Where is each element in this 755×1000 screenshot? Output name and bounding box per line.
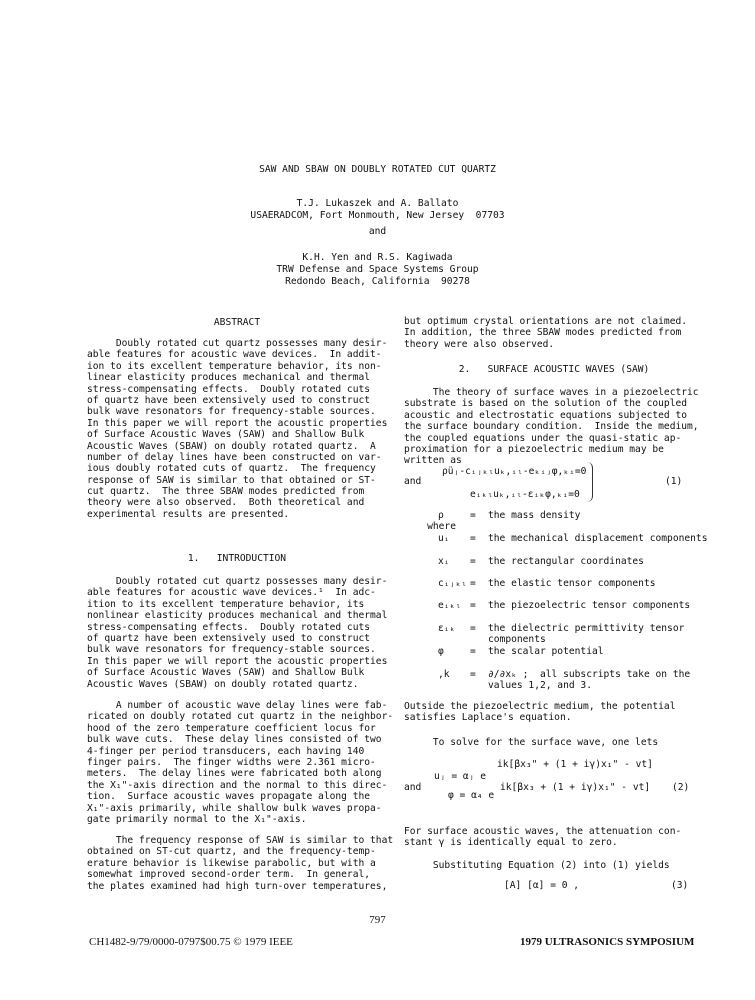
definition-text: the mass density: [488, 510, 581, 521]
intro-line: the X₁"-axis direction and the normal to this direc-: [87, 779, 388, 791]
author-names-1: T.J. Lukaszek and A. Ballato: [296, 198, 459, 209]
intro-line: ricated on doubly rotated cut quartz in the neighbor-: [87, 711, 394, 723]
abstract-line: ion to its excellent temperature behavior, its non-: [87, 360, 382, 372]
definition-symbol: eᵢₖₗ: [438, 600, 462, 611]
abstract-heading: ABSTRACT: [213, 317, 261, 328]
abstract-line: In this paper we will report the acoustic properties: [87, 417, 388, 429]
abstract-body: [87, 338, 387, 520]
substituting-line: Substituting Equation (2) into (1) yields: [404, 860, 670, 871]
introduction-heading: 1. INTRODUCTION: [187, 553, 287, 564]
author-separator: and: [368, 226, 387, 237]
definition-symbol: ρ: [438, 510, 444, 521]
abstract-line: Doubly rotated cut quartz possesses many desir-: [87, 338, 388, 349]
eq2-line-1-exponent: ik[βx₃" + (1 + iγ)x₁" - vt]: [497, 759, 653, 770]
body-line: the surface boundary condition. Inside the medium,: [404, 421, 699, 433]
eq2-and-label: and: [404, 782, 422, 793]
definition-equals: =: [470, 669, 476, 680]
definition-text: the rectangular coordinates: [488, 556, 644, 567]
intro-line: nonlinear elasticity produces mechanical and thermal: [87, 610, 388, 622]
saw-heading: 2. SURFACE ACOUSTIC WAVES (SAW): [458, 364, 650, 375]
author-affiliation-1: USAERADCOM, Fort Monmouth, New Jersey 07703: [250, 210, 505, 221]
continuation-para: [404, 316, 687, 350]
abstract-line: stress-compensating effects. Doubly rotated cuts: [87, 383, 371, 395]
body-line: proximation for a piezoelectric medium may be: [404, 443, 664, 455]
intro-line: bulk wave resonators for frequency-stable sources.: [87, 644, 376, 656]
definition-equals: =: [470, 510, 476, 521]
definition-text: the scalar potential: [488, 646, 604, 657]
body-line: The theory of surface waves in a piezoelectric: [404, 387, 699, 398]
definition-text: the dielectric permittivity tensor: [488, 623, 685, 634]
author-affiliation-2: TRW Defense and Space Systems Group: [276, 264, 479, 275]
eq2-line-2-exponent: ik[βx₃ + (1 + iγ)x₁" - vt]: [500, 782, 651, 793]
intro-line: able features for acoustic wave devices.¹ In adc-: [87, 587, 376, 599]
eq1-line-1: ρüⱼ-cᵢⱼₖₗuₖ,ᵢₗ-eₖᵢⱼφ,ₖᵢ=0: [442, 466, 587, 477]
definition-symbol: φ: [438, 646, 444, 657]
body-line: the coupled equations under the quasi-static ap-: [404, 432, 682, 444]
eq1-line-2: eᵢₖₗuₖ,ᵢₗ-εᵢₖφ,ₖᵢ=0: [470, 489, 580, 500]
body-line: theory were also observed.: [404, 338, 555, 350]
definition-equals: =: [470, 533, 476, 544]
definition-symbol: εᵢₖ: [438, 623, 456, 634]
intro-line: The frequency response of SAW is similar to that: [87, 835, 394, 846]
body-line: stant γ is identically equal to zero.: [404, 837, 618, 849]
solve-intro: To solve for the surface wave, one lets: [404, 737, 659, 748]
definition-text-cont: components: [488, 634, 546, 645]
eq3-expression: [A] [α] = 0 ,: [504, 880, 580, 891]
eq1-and-label: and: [404, 476, 422, 487]
attenuation-para: [404, 826, 681, 849]
intro-line: 4-finger per period transducers, each having 140: [87, 745, 365, 757]
intro-line: erature behavior is likewise parabolic, but with a: [87, 857, 376, 869]
intro-line: X₁"-axis primarily, while shallow bulk waves propa-: [87, 802, 382, 814]
abstract-line: cut quartz. The three SBAW modes predicted from: [87, 486, 365, 498]
definition-equals: =: [470, 556, 476, 567]
introduction-para-2: [87, 700, 393, 825]
abstract-line: number of delay lines have been constructed on var-: [87, 451, 382, 463]
body-line: In addition, the three SBAW modes predicted from: [404, 327, 682, 339]
intro-line: bulk wave cuts. These delay lines consisted of two: [87, 734, 382, 746]
abstract-line: ious doubly rotated cuts of quartz. The frequency: [87, 463, 376, 475]
abstract-line: able features for acoustic wave devices. In addit-: [87, 349, 382, 361]
intro-line: Acoustic Waves (SBAW) on doubly rotated quartz.: [87, 678, 359, 690]
body-line: but optimum crystal orientations are not claimed.: [404, 316, 688, 327]
intro-line: hood of the zero temperature coefficient locus for: [87, 722, 376, 734]
author-names-2: K.H. Yen and R.S. Kagiwada: [302, 252, 453, 263]
definition-equals: =: [470, 623, 476, 634]
abstract-line: linear elasticity produces mechanical and thermal: [87, 372, 371, 384]
intro-line: of Surface Acoustic Waves (SAW) and Shallow Bulk: [87, 667, 365, 679]
body-line: acoustic and electrostatic equations subjected to: [404, 409, 688, 421]
intro-line: of quartz have been extensively used to construct: [87, 632, 371, 644]
abstract-line: Acoustic Waves (SBAW) on doubly rotated quartz. A: [87, 440, 376, 452]
definition-symbol: ,k: [438, 669, 450, 680]
eq2-number: (2): [672, 782, 690, 793]
intro-line: A number of acoustic wave delay lines were fab-: [87, 700, 388, 711]
intro-line: finger pairs. The finger widths were 2.361 micro-: [87, 756, 376, 768]
body-line: substrate is based on the solution of the coupled: [404, 398, 688, 410]
intro-line: the plates examined had high turn-over temperatures,: [87, 880, 388, 892]
definition-equals: =: [470, 600, 476, 611]
abstract-line: of quartz have been extensively used to construct: [87, 394, 371, 406]
definition-lead: where: [427, 521, 456, 532]
definition-text: the piezoelectric tensor components: [488, 600, 691, 611]
page-number: 797: [369, 914, 386, 926]
eq1-number: (1): [665, 476, 683, 487]
abstract-line: of Surface Acoustic Waves (SAW) and Shallow Bulk: [87, 429, 365, 441]
eq3-number: (3): [671, 880, 689, 891]
definition-equals: =: [470, 578, 476, 589]
intro-line: Doubly rotated cut quartz possesses many desir-: [87, 576, 388, 587]
definition-text-cont: values 1,2, and 3.: [488, 680, 592, 691]
saw-theory-para: [404, 387, 699, 467]
venue-line: 1979 ULTRASONICS SYMPOSIUM: [520, 936, 695, 948]
intro-line: somewhat improved second-order term. In general,: [87, 869, 371, 881]
intro-line: In this paper we will report the acoustic properties: [87, 655, 388, 667]
intro-line: obtained on ST-cut quartz, and the frequency-temp-: [87, 846, 376, 858]
abstract-line: bulk wave resonators for frequency-stable sources.: [87, 406, 376, 418]
intro-line: stress-compensating effects. Doubly rotated cuts: [87, 621, 371, 633]
introduction-para-1: [87, 576, 387, 690]
laplace-para: [404, 701, 675, 724]
copyright-line: CH1482-9/79/0000-0797$00.75 © 1979 IEEE: [89, 936, 293, 948]
definition-text: the elastic tensor components: [488, 578, 656, 589]
body-line: written as: [404, 455, 462, 467]
definition-text: ∂/∂xₖ ; all subscripts take on the: [488, 669, 691, 680]
body-line: satisfies Laplace's equation.: [404, 712, 572, 724]
intro-line: gate primarily normal to the X₁"-axis.: [87, 813, 307, 825]
definition-symbol: uᵢ: [438, 533, 450, 544]
intro-line: ition to its excellent temperature behavior, its: [87, 598, 365, 610]
body-line: For surface acoustic waves, the attenuation con-: [404, 826, 682, 837]
definition-symbol: xᵢ: [438, 556, 450, 567]
abstract-line: response of SAW is similar to that obtained or ST-: [87, 474, 376, 486]
body-line: Outside the piezoelectric medium, the potential: [404, 701, 676, 712]
intro-line: tion. Surface acoustic waves propagate along the: [87, 791, 371, 803]
paper-title: SAW AND SBAW ON DOUBLY ROTATED CUT QUARTZ: [259, 164, 496, 175]
eq2-line-1-base: uⱼ = αⱼ e: [434, 771, 486, 782]
definition-equals: =: [470, 646, 476, 657]
definition-symbol: cᵢⱼₖₗ: [438, 578, 467, 589]
abstract-line: experimental results are presented.: [87, 508, 290, 520]
definition-text: the mechanical displacement components: [488, 533, 708, 544]
author-address-2: Redondo Beach, California 90278: [285, 276, 470, 287]
introduction-para-3: [87, 835, 393, 892]
eq1-brace: [586, 462, 593, 502]
abstract-line: theory were also observed. Both theoretical and: [87, 497, 365, 509]
eq2-line-2-base: φ = α₄ e: [448, 790, 495, 801]
intro-line: meters. The delay lines were fabricated both along: [87, 768, 382, 780]
